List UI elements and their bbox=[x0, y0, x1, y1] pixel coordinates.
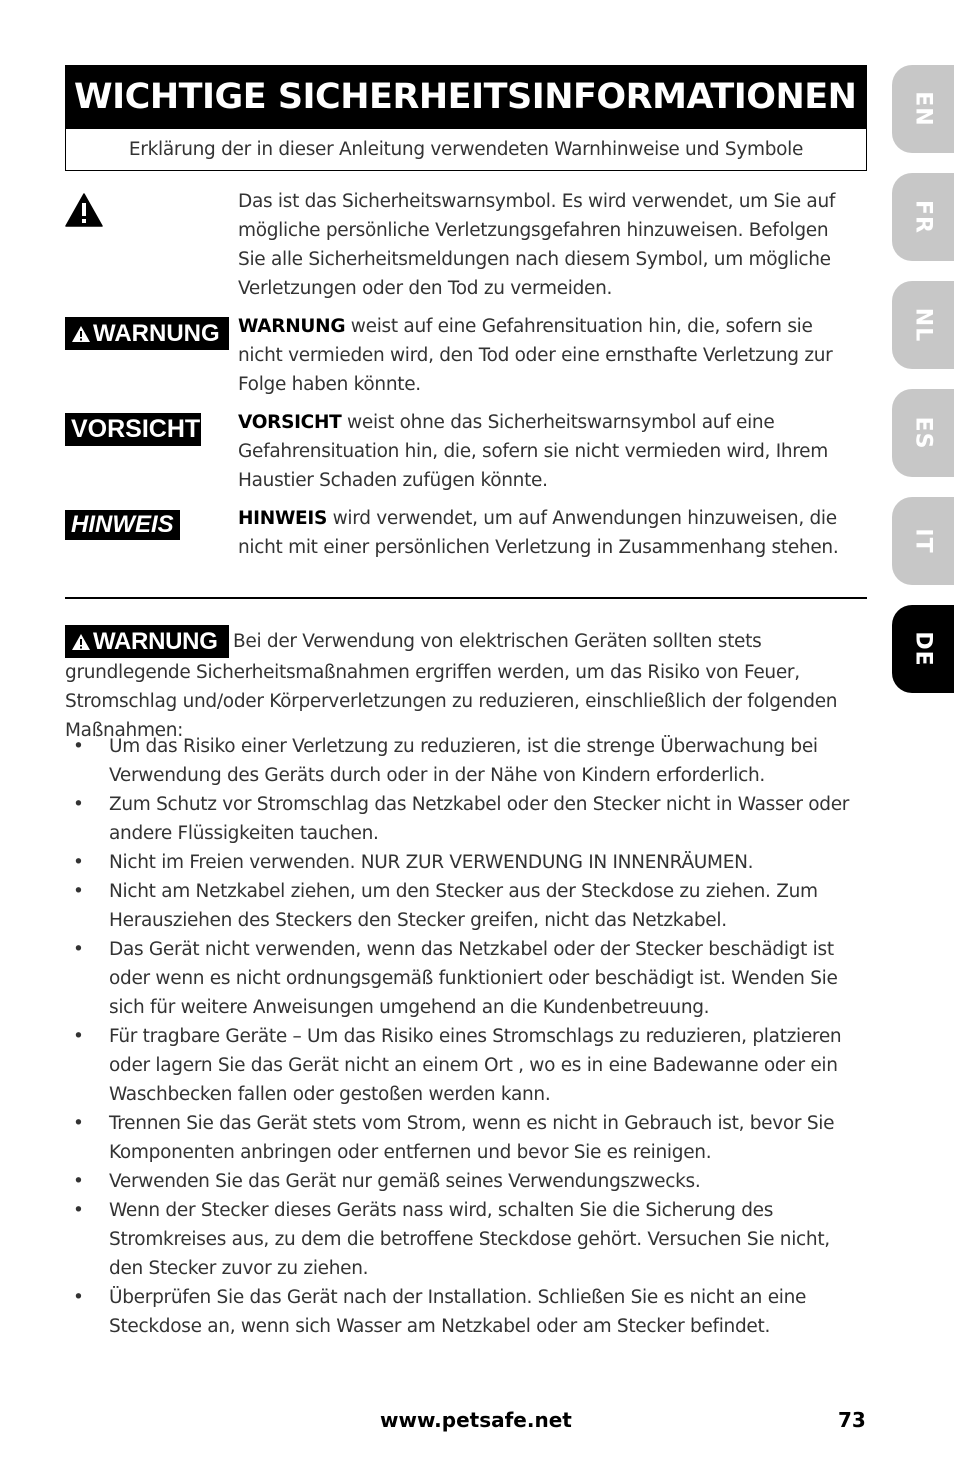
tab-nl[interactable]: NL bbox=[892, 281, 954, 369]
list-item: • Verwenden Sie das Gerät nur gemäß seines Verwendungszwecks. bbox=[73, 1171, 701, 1192]
list-item: • Trennen Sie das Gerät stets vom Strom, wenn es nicht in Gebrauch ist, bevor Sie Komponenten anbringen oder entfernen und bevor Sie es reinigen. bbox=[73, 1113, 835, 1163]
tab-fr[interactable]: FR bbox=[892, 173, 954, 261]
warning-intro: WARNUNG Bei der Verwendung von elektrischen Geräten sollten stets grundlegende Sicherheitsmaßnahmen ergriffen werden, um das Risiko von Feuer, Stromschlag und/oder Körperverletzungen zu reduzieren, einschließlich der folgenden Maßnahmen: bbox=[65, 625, 867, 745]
list-item: • Das Gerät nicht verwenden, wenn das Netzkabel oder der Stecker beschädigt ist oder wenn es nicht ordnungsgemäß funktioniert oder beschädigt ist. Wenden Sie sich für weitere Anweisungen umgehend an die Kundenbetreuung. bbox=[73, 939, 838, 1018]
warning-triangle-icon bbox=[71, 633, 91, 651]
warnung-label: WARNUNG bbox=[65, 625, 229, 658]
list-item: • Für tragbare Geräte – Um das Risiko eines Stromschlags zu reduzieren, platzieren oder lagern Sie das Gerät nicht an einem Ort , wo es in eine Badewanne oder ein Waschbecken fallen oder gestoßen werden kann. bbox=[73, 1026, 842, 1105]
symbol-description: WARNUNG weist auf eine Gefahrensituation hin, die, sofern sie nicht vermieden wird, den Tod oder eine ernsthafte Verletzung zur Folge haben könnte. bbox=[238, 316, 833, 395]
title-box bbox=[65, 65, 867, 171]
warning-triangle-icon bbox=[65, 193, 103, 231]
footer-url: www.petsafe.net bbox=[380, 1408, 572, 1432]
tab-es[interactable]: ES bbox=[892, 389, 954, 477]
safety-list bbox=[65, 732, 867, 1341]
section-divider bbox=[65, 597, 867, 599]
list-item: • Nicht im Freien verwenden. NUR ZUR VERWENDUNG IN INNENRÄUMEN. bbox=[73, 852, 754, 873]
symbol-description: VORSICHT weist ohne das Sicherheitswarnsymbol auf eine Gefahrensituation hin, die, sofern sie nicht vermieden wird, Ihrem Haustier Schaden zufügen könnte. bbox=[238, 412, 828, 491]
page-title: WICHTIGE SICHERHEITSINFORMATIONEN bbox=[66, 66, 866, 129]
vorsicht-label: VORSICHT bbox=[65, 413, 201, 446]
list-item: • Um das Risiko einer Verletzung zu reduzieren, ist die strenge Überwachung bei Verwendung des Geräts durch oder in der Nähe von Kindern erforderlich. bbox=[73, 736, 818, 786]
page-subtitle: Erklärung der in dieser Anleitung verwendeten Warnhinweise und Symbole bbox=[128, 139, 804, 160]
hinweis-label: HINWEIS bbox=[65, 510, 180, 540]
list-item: • Nicht am Netzkabel ziehen, um den Stecker aus der Steckdose zu ziehen. Zum Herausziehen des Steckers den Stecker greifen, nicht das Netzkabel. bbox=[73, 881, 818, 931]
list-item: • Wenn der Stecker dieses Geräts nass wird, schalten Sie die Sicherung des Stromkreises aus, zu dem die betroffene Steckdose gehört. Versuchen Sie nicht, den Stecker zuvor zu ziehen. bbox=[73, 1200, 830, 1279]
warnung-label: WARNUNG bbox=[65, 317, 229, 350]
tab-it[interactable]: IT bbox=[892, 497, 954, 585]
symbol-description: HINWEIS wird verwendet, um auf Anwendungen hinzuweisen, die nicht mit einer persönlichen Verletzung in Zusammenhang stehen. bbox=[238, 508, 839, 558]
warning-triangle-icon bbox=[71, 325, 91, 343]
list-item: • Überprüfen Sie das Gerät nach der Installation. Schließen Sie es nicht an eine Steckdose an, wenn sich Wasser am Netzkabel oder am Stecker befindet. bbox=[73, 1287, 807, 1337]
tab-de[interactable]: DE bbox=[892, 605, 954, 693]
tab-en[interactable]: EN bbox=[892, 65, 954, 153]
list-item: • Zum Schutz vor Stromschlag das Netzkabel oder den Stecker nicht in Wasser oder andere Flüssigkeiten tauchen. bbox=[73, 794, 850, 844]
page-number: 73 bbox=[838, 1408, 866, 1432]
symbol-description: Das ist das Sicherheitswarnsymbol. Es wird verwendet, um Sie auf mögliche persönliche Verletzungsgefahren hinzuweisen. Befolgen Sie alle Sicherheitsmeldungen nach diesem Symbol, um mögliche Verletzungen oder den Tod zu vermeiden. bbox=[238, 191, 836, 299]
